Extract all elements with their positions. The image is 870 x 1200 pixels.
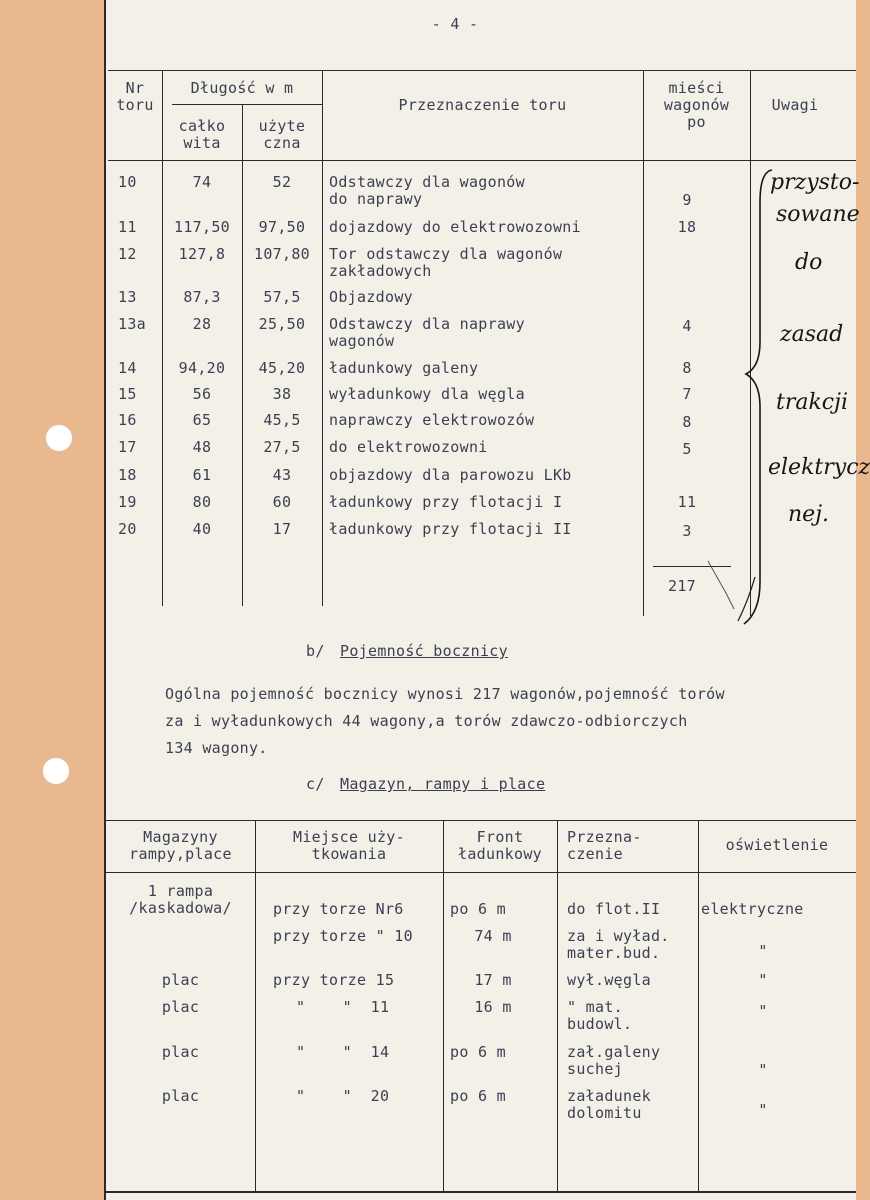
handwritten-note: przysto- (770, 170, 860, 195)
storage-lighting: " (758, 971, 768, 989)
section-b-prefix: b/ (306, 642, 325, 660)
length-total: 127,8 (178, 245, 226, 263)
track-purpose: Odstawczy dla naprawy wagonów (329, 315, 525, 350)
storage-type: 1 rampa /kaskadowa/ (129, 882, 232, 917)
header-purpose: Przeznaczenie toru (398, 96, 567, 114)
storage-front: po 6 m (450, 900, 506, 918)
length-total: 56 (192, 385, 212, 403)
storage-front: po 6 m (450, 1043, 506, 1061)
storage-purpose: zał.galeny suchej (567, 1043, 661, 1078)
handwritten-note: elektrycz (768, 455, 870, 480)
track-number: 11 (118, 218, 137, 236)
track-number: 13 (118, 288, 137, 306)
storage-place: " " 14 (296, 1043, 390, 1061)
total-capacity: 217 (668, 577, 696, 595)
header-track-number: Nr toru (116, 79, 154, 114)
storage-front: 17 m (474, 971, 512, 989)
track-capacity: 4 (682, 317, 692, 335)
paragraph-line: Ogólna pojemność bocznicy wynosi 217 wagonów,pojemność torów (165, 685, 725, 703)
length-usable: 25,50 (258, 315, 306, 333)
header-length-total: całko wita (178, 117, 226, 152)
storage-lighting: elektryczne (701, 900, 804, 918)
track-purpose: do elektrowozowni (329, 438, 488, 456)
storage-lighting: " (758, 942, 768, 960)
section-b-heading: Pojemność bocznicy (340, 642, 508, 660)
track-purpose: ładunkowy przy flotacji I (329, 493, 563, 511)
header-lighting: oświetlenie (725, 836, 829, 854)
storage-place: przy torze 15 (273, 971, 395, 989)
paragraph-line: 134 wagony. (165, 739, 268, 757)
length-total: 87,3 (183, 288, 221, 306)
length-total: 94,20 (178, 359, 226, 377)
storage-purpose: za i wyład. mater.bud. (567, 927, 670, 962)
track-capacity: 8 (682, 359, 692, 377)
paragraph-line: za i wyładunkowych 44 wagony,a torów zdawczo-odbiorczych (165, 712, 688, 730)
handwritten-note: trakcji (776, 390, 848, 415)
handwritten-note: sowane (776, 202, 860, 227)
track-purpose: dojazdowy do elektrowozowni (329, 218, 581, 236)
track-purpose: Objazdowy (329, 288, 413, 306)
storage-purpose: " mat. budowl. (567, 998, 633, 1033)
length-total: 80 (192, 493, 212, 511)
length-usable: 97,50 (258, 218, 306, 236)
header-length-usable: użyte czna (258, 117, 306, 152)
track-number: 10 (118, 173, 137, 191)
storage-type: plac (161, 1043, 200, 1061)
track-number: 15 (118, 385, 137, 403)
length-usable: 45,20 (258, 359, 306, 377)
length-total: 117,50 (174, 218, 230, 236)
handwritten-note: zasad (780, 322, 844, 347)
track-capacity: 11 (677, 493, 697, 511)
length-total: 28 (192, 315, 212, 333)
track-capacity: 9 (682, 191, 692, 209)
section-c-prefix: c/ (306, 775, 325, 793)
punch-hole (43, 758, 69, 784)
storage-type: plac (161, 971, 200, 989)
storage-lighting: " (758, 1002, 768, 1020)
length-total: 65 (192, 411, 212, 429)
storage-purpose: załadunek dolomitu (567, 1087, 651, 1122)
track-purpose: Tor odstawczy dla wagonów zakładowych (329, 245, 563, 280)
track-number: 17 (118, 438, 137, 456)
length-usable: 17 (272, 520, 292, 538)
track-number: 16 (118, 411, 137, 429)
header-storage-type: Magazyny rampy,place (129, 828, 232, 863)
length-usable: 27,5 (263, 438, 301, 456)
track-capacity: 8 (682, 413, 692, 431)
track-capacity: 18 (677, 218, 697, 236)
track-capacity: 5 (682, 440, 692, 458)
storage-place: przy torze Nr6 (273, 900, 404, 918)
length-usable: 45,5 (263, 411, 301, 429)
storage-purpose: wył.węgla (567, 971, 651, 989)
section-c-heading: Magazyn, rampy i place (340, 775, 546, 793)
length-total: 48 (192, 438, 212, 456)
track-number: 19 (118, 493, 137, 511)
length-usable: 38 (272, 385, 292, 403)
storage-place: przy torze " 10 (273, 927, 413, 945)
header-capacity: mieści wagonów po (663, 79, 730, 131)
storage-front: po 6 m (450, 1087, 506, 1105)
length-total: 74 (192, 173, 212, 191)
header-front: Front ładunkowy (458, 828, 542, 863)
page-number: - 4 - (431, 15, 479, 33)
track-number: 12 (118, 245, 137, 263)
storage-place: " " 20 (296, 1087, 390, 1105)
track-capacity: 3 (682, 522, 692, 540)
header-remarks: Uwagi (771, 96, 819, 114)
length-usable: 107,80 (254, 245, 310, 263)
storage-place: " " 11 (296, 998, 390, 1016)
storage-front: 16 m (474, 998, 512, 1016)
track-number: 14 (118, 359, 137, 377)
length-usable: 57,5 (263, 288, 301, 306)
storage-lighting: " (758, 1101, 768, 1119)
handwritten-note: nej. (788, 502, 830, 527)
track-purpose: naprawczy elektrowozów (329, 411, 535, 429)
storage-lighting: " (758, 1061, 768, 1079)
storage-type: plac (161, 998, 200, 1016)
track-purpose: ładunkowy przy flotacji II (329, 520, 572, 538)
length-total: 40 (192, 520, 212, 538)
length-total: 61 (192, 466, 212, 484)
track-number: 20 (118, 520, 137, 538)
track-capacity: 7 (682, 385, 692, 403)
track-number: 13a (118, 315, 146, 333)
brace-icon (736, 162, 776, 632)
handwritten-note: do (795, 250, 823, 275)
length-usable: 60 (272, 493, 292, 511)
length-usable: 52 (272, 173, 292, 191)
track-number: 18 (118, 466, 137, 484)
track-purpose: objazdowy dla parowozu LKb (329, 466, 572, 484)
track-purpose: wyładunkowy dla węgla (329, 385, 525, 403)
track-purpose: Odstawczy dla wagonów do naprawy (329, 173, 525, 208)
header-length: Długość w m (190, 79, 294, 97)
punch-hole (46, 425, 72, 451)
storage-type: plac (161, 1087, 200, 1105)
length-usable: 43 (272, 466, 292, 484)
header-storage-purpose: Przezna- czenie (567, 828, 642, 863)
storage-purpose: do flot.II (567, 900, 661, 918)
track-purpose: ładunkowy galeny (329, 359, 479, 377)
header-place: Miejsce uży- tkowania (293, 828, 405, 863)
storage-front: 74 m (474, 927, 512, 945)
